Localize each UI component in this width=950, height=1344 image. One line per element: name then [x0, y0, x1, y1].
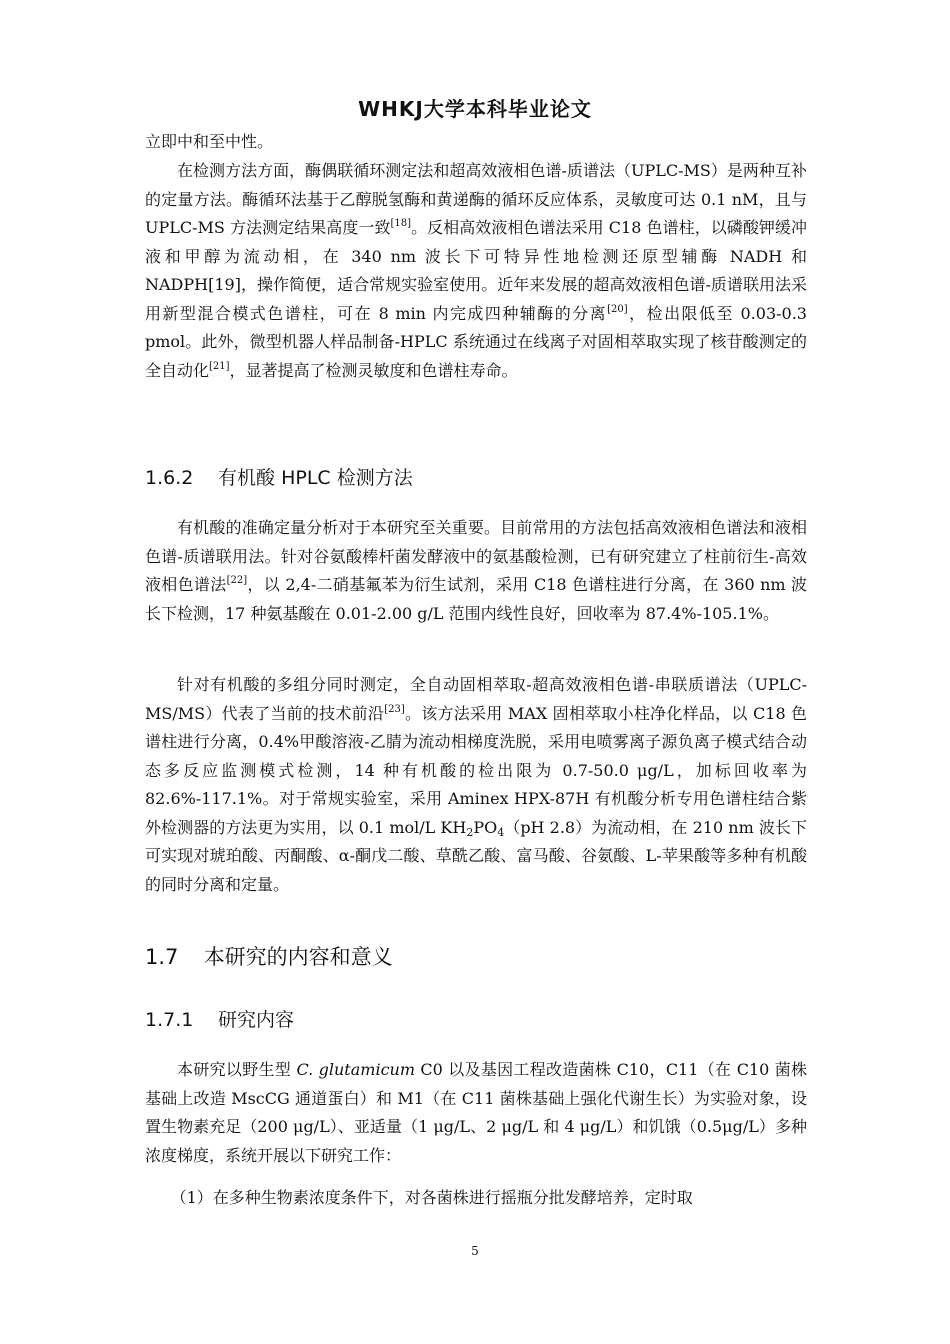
subscript: 4	[497, 825, 505, 839]
section-heading-1-6-2	[145, 463, 807, 490]
text-run: 。反相高效液相色谱法采用 C18 色谱柱，以磷酸钾缓冲液和甲醇为流动相，在 340 nm 波长下可特异性地检测还原型辅酶 NADH 和 NADPH[19]，操作简便，适合常规实验室使用。近年来发展的超高效液相色谱-质谱联用法采用新型混合模式色谱柱，可在 8 min 内完成四种辅酶的分离	[145, 218, 807, 323]
citation-ref: [21]	[209, 360, 230, 372]
citation-ref: [20]	[607, 303, 628, 315]
citation-ref: [18]	[390, 218, 412, 229]
paragraph-text	[145, 1056, 807, 1170]
text-run: （pH 2.8）为流动相，在 210 nm 波长下可实现对琥珀酸、丙酮酸、α-酮戊二酸、草酰乙酸、富马酸、谷氨酸、L-苹果酸等多种有机酸的同时分离和定量。	[145, 817, 807, 894]
section-number: 1.7.1	[145, 1009, 194, 1031]
paragraph-text	[145, 514, 807, 628]
citation-ref: [23]	[384, 703, 405, 715]
paragraph-text	[145, 671, 807, 899]
paragraph-organic-acids-2	[145, 671, 807, 899]
page-number: 5	[471, 1244, 479, 1258]
list-item-text: （1）在多种生物素浓度条件下，对各菌株进行摇瓶分批发酵培养，定时取	[170, 1188, 693, 1207]
section-title: 有机酸 HPLC 检测方法	[218, 467, 413, 489]
section-heading-1-7	[145, 941, 807, 971]
text-run: ，检出限低至 0.03-0.3 pmol。此外，微型机器人样品制备-HPLC 系统通过在线离子对固相萃取实现了核苷酸测定的全自动化	[145, 303, 807, 380]
text-run: 在检测方法方面，酶偶联循环测定法和超高效液相色谱-质谱法（UPLC-MS）是两种互补的定量方法。酶循环法基于乙醇脱氢酶和黄递酶的循环反应体系，灵敏度可达 0.1 nM，且与 UPLC-MS 方法测定结果高度一致	[145, 161, 807, 237]
text-run: PO	[473, 817, 498, 837]
text-run: ，以 2,4-二硝基氟苯为衍生试剂，采用 C18 色谱柱进行分离，在 360 nm 波长下检测，17 种氨基酸在 0.01-2.00 g/L 范围内线性良好，回收率为 87.4%-105.1%。	[145, 575, 807, 623]
section-heading-1-7-1	[145, 1005, 807, 1032]
section-number: 1.6.2	[145, 467, 194, 489]
citation-ref: [22]	[226, 575, 248, 586]
running-head: WHKJ大学本科毕业论文	[358, 97, 592, 121]
paragraph-continuation	[145, 128, 807, 157]
text-run: 。该方法采用 MAX 固相萃取小柱净化样品，以 C18 色谱柱进行分离，0.4%甲酸溶液-乙腈为流动相梯度洗脱，采用电喷雾离子源负离子模式结合动态多反应监测模式检测，14 种有机酸的检出限为 0.7-50.0 μg/L，加标回收率为 82.6%-117.1%。对于常规实验室，采用 Aminex HPX-87H 有机酸分析专用色谱柱结合紫外检测器的方法更为实用，以 0.1 mol/L KH	[145, 703, 807, 837]
list-item-1	[145, 1184, 807, 1213]
section-title: 研究内容	[218, 1009, 295, 1031]
paragraph-research-content	[145, 1056, 807, 1170]
paragraph-organic-acids-1	[145, 514, 807, 628]
text-run: C0 以及基因工程改造菌株 C10，C11（在 C10 菌株基础上改造 MscCG 通道蛋白）和 M1（在 C11 菌株基础上强化代谢生长）为实验对象，设置生物素充足（200 μg/L）、亚适量（1 μg/L、2 μg/L 和 4 μg/L）和饥饿（0.5μg/L）多种浓度梯度，系统开展以下研究工作：	[145, 1060, 807, 1165]
section-title: 本研究的内容和意义	[203, 945, 393, 969]
text-run: 针对有机酸的多组分同时测定，全自动固相萃取-超高效液相色谱-串联质谱法（UPLC-MS/MS）代表了当前的技术前沿	[145, 675, 807, 723]
text-run: 有机酸的准确定量分析对于本研究至关重要。目前常用的方法包括高效液相色谱法和液相色谱-质谱联用法。针对谷氨酸棒杆菌发酵液中的氨基酸检测，已有研究建立了柱前衍生-高效液相色谱法	[145, 518, 807, 594]
section-number: 1.7	[145, 945, 179, 969]
paragraph-text: 立即中和至中性。	[145, 132, 274, 151]
subscript: 2	[466, 825, 474, 839]
paragraph-detection-methods	[145, 157, 807, 385]
text-run: 本研究以野生型	[177, 1060, 297, 1079]
species-name: C. glutamicum	[296, 1060, 416, 1079]
text-run: ，显著提高了检测灵敏度和色谱柱寿命。	[229, 360, 518, 380]
paragraph-text	[145, 157, 807, 385]
